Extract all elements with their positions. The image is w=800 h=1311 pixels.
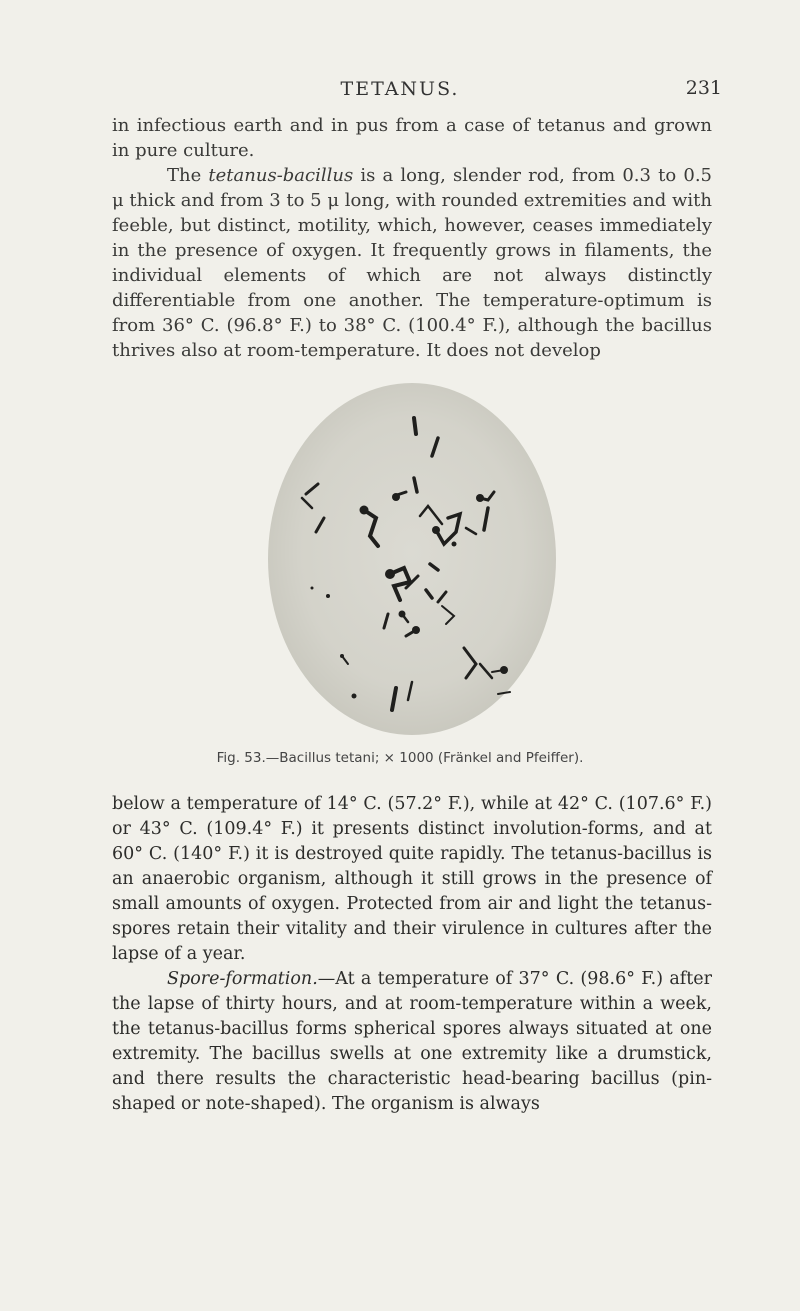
paragraph: below a temperature of 14° C. (57.2° F.), while at 42° C. (107.6° F.) or 43° C. (109.4° F.) it presents distinct involution-forms, and at 60° C. (140° F.) it is destroyed quite rapidly. The tetanus-bacillus is an anaerobic organism, although it still grows in the presence of small amounts of oxygen. Protected from air and light the tetanus-spores retain their vitality and their virulence in cultures after the lapse of a year. bbox=[112, 794, 712, 964]
paragraph bbox=[112, 163, 712, 363]
paragraph: in infectious earth and in pus from a case of tetanus and grown in pure culture. bbox=[112, 115, 712, 161]
spore bbox=[399, 611, 406, 618]
spore bbox=[412, 626, 420, 634]
spore bbox=[392, 493, 400, 501]
spore bbox=[326, 594, 330, 598]
body-text-bottom bbox=[112, 792, 712, 1117]
spore bbox=[385, 569, 395, 579]
spore bbox=[360, 506, 369, 515]
italic-term: tetanus-bacillus bbox=[208, 165, 354, 186]
paragraph-text: is a long, slender rod, from 0.3 to 0.5 μ thick and from 3 to 5 μ long, with rounded extremities and with feeble, but distinct, motility, which, however, ceases immediately in the presence of oxygen. It frequently grows in filaments, the individual elements of which are not always distinctly differentiable from one another. The temperature-optimum is from 36° C. (96.8° F.) to 38° C. (100.4° F.), although the bacillus thrives also at room-temperature. It does not develop bbox=[112, 165, 712, 361]
bacillus bbox=[414, 418, 416, 434]
figure-caption: Fig. 53.—Bacillus tetani; × 1000 (Fränkel and Pfeiffer). bbox=[216, 750, 584, 766]
body-text-top bbox=[112, 113, 712, 363]
running-title: TETANUS. bbox=[340, 78, 460, 100]
spore bbox=[500, 666, 508, 674]
spore bbox=[432, 526, 440, 534]
section-heading: Spore-formation. bbox=[167, 969, 318, 989]
page-number: 231 bbox=[685, 77, 722, 99]
spore bbox=[476, 494, 484, 502]
paragraph-lead: The bbox=[167, 165, 209, 186]
spore bbox=[311, 587, 314, 590]
paragraph-text: —At a temperature of 37° C. (98.6° F.) after the lapse of thirty hours, and at room-temperature within a week, the tetanus-bacillus forms spherical spores always situated at one extremity. The bacillus swells at one extremity like a drumstick, and there results the characteristic head-bearing bacillus (pin-shaped or note-shaped). The organism is always bbox=[112, 969, 712, 1114]
spore bbox=[352, 694, 357, 699]
spore bbox=[452, 542, 457, 547]
microscope-field-illustration bbox=[266, 378, 558, 740]
spore bbox=[340, 654, 344, 658]
paragraph bbox=[112, 967, 712, 1117]
